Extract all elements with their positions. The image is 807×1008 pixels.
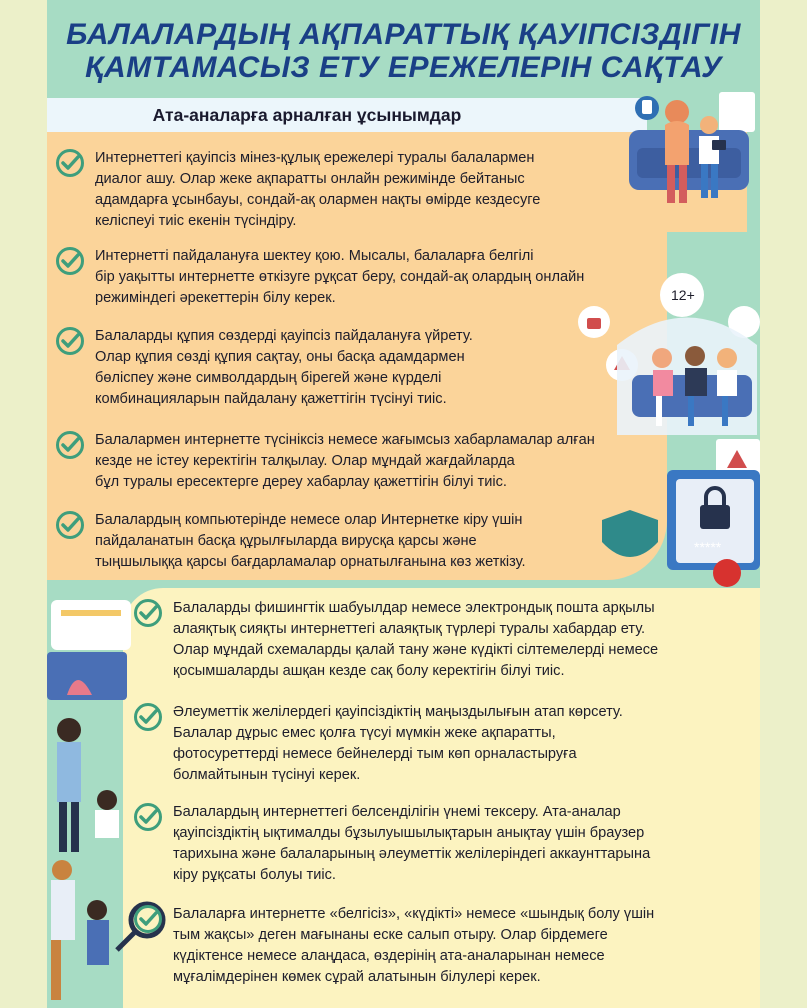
kids-laptops-illustration — [577, 270, 760, 435]
check-circle-icon — [133, 702, 163, 732]
item-line: кіру рұқсаты болуы тиіс. — [173, 867, 336, 883]
item-text — [95, 246, 584, 309]
item-text — [95, 510, 526, 573]
item-line: режиміндегі әрекеттерін білу керек. — [95, 290, 336, 306]
item-text — [95, 148, 540, 232]
item-line: қауіпсіздіктің ықтималды бұзылуышылықтарын анықтау үшін браузер — [173, 825, 645, 841]
item-text — [173, 702, 623, 786]
item-text — [173, 802, 650, 886]
check-circle-icon — [133, 904, 163, 934]
item-line: Олар мұндай схемаларды қалай тану және күдікті сілтемелерді немесе — [173, 642, 659, 658]
item-line: болмайтынын түсінуі керек. — [173, 767, 361, 783]
check-circle-icon — [55, 326, 85, 356]
item-line: келіспеуі тиіс екенін түсіндіру. — [95, 213, 297, 229]
item-line: тарихына және балаларының әлеуметтік желілеріндегі аккаунттарына — [173, 846, 651, 862]
item-line: қосымшаларды ашқан кезде сақ болу керектігін білуі тиіс. — [173, 663, 565, 679]
item-line: фотосуреттерді немесе бейнелерді тым көп орналастыруға — [173, 746, 577, 762]
item-line: Балалар дұрыс емес қолға түсуі мүмкін жеке ақпаратты, — [173, 725, 556, 741]
family-sofa-illustration — [627, 90, 757, 215]
item-text — [173, 598, 658, 682]
item-line: Балаларды фишингтік шабуылдар немесе электрондық пошта арқылы — [173, 600, 655, 616]
item-line: Балалардың интернеттегі белсенділігін үнемі тексеру. Ата-аналар — [173, 804, 621, 820]
item-line: күдіктенсе немесе алаңдаса, өздерінің ата-аналарынан немесе — [173, 948, 605, 964]
item-line: тым жақсы» деген мағынаны еске салып отыру. Олар бірдемеге — [173, 927, 608, 943]
item-line: Олар құпия сөзді құпия сақтау, оны басқа адамдармен — [95, 349, 465, 365]
item-line: Интернетті пайдалануға шектеу қою. Мысалы, балаларға белгілі — [95, 248, 534, 264]
item-line: бұл туралы ересектерге дереу хабарлау қажеттігін білуі тиіс. — [95, 474, 507, 490]
left-side-people-illustration — [47, 590, 167, 1008]
item-line: Балалармен интернетте түсініксіз немесе жағымсыз хабарламалар алған — [95, 432, 595, 448]
check-circle-icon — [55, 510, 85, 540]
check-circle-icon — [133, 802, 163, 832]
item-line: Интернеттегі қауіпсіз мінез-құлық ережелері туралы балалармен — [95, 150, 535, 166]
check-circle-icon — [55, 148, 85, 178]
item-text — [95, 430, 595, 493]
infographic-poster — [47, 0, 760, 1008]
title-line-2: ҚАМТАМАСЫЗ ЕТУ ЕРЕЖЕЛЕРІН САҚТАУ — [85, 51, 722, 84]
subtitle-band — [47, 98, 647, 132]
item-line: алаяқтық сияқты интернеттегі алаяқтық түрлері туралы хабардар ету. — [173, 621, 646, 637]
page-subtitle: Ата-аналарға арналған ұсынымдар — [152, 105, 462, 125]
item-line: Балаларды құпия сөздерді қауіпсіз пайдалануға үйрету. — [95, 328, 473, 344]
item-line: бөліспеу және символдардың бірегей және күрделі — [95, 370, 442, 386]
item-line: адамдарға ұсынбауы, сондай-ақ олармен нақты өмірде кездесуге — [95, 192, 541, 208]
item-line: Балаларға интернетте «белгісіз», «күдікті» немесе «шындық болу үшін — [173, 906, 655, 922]
password-mask: ***** — [694, 539, 722, 555]
item-line: кезде не істеу керектігін талқылау. Олар мұндай жағдайларда — [95, 453, 515, 469]
item-line: тыңшылыққа қарсы бағдарламалар орнатылғанына көз жеткізу. — [95, 554, 526, 570]
item-line: Балалардың компьютерінде немесе олар Интернетке кіру үшін — [95, 512, 523, 528]
item-line: бір уақытты интернетте өткізуге рұқсат беру, сондай-ақ олардың онлайн — [95, 269, 585, 285]
check-circle-icon — [55, 246, 85, 276]
item-line: Әлеуметтік желілердегі қауіпсіздіктің маңыздылығын атап көрсету. — [173, 704, 623, 720]
item-text — [173, 904, 654, 988]
check-circle-icon — [55, 430, 85, 460]
page-title — [47, 18, 760, 84]
check-circle-icon — [133, 598, 163, 628]
item-line: мұғалімдерінен көмек сұрай алатынын білулері керек. — [173, 969, 541, 985]
age-badge: 12+ — [671, 287, 695, 303]
title-line-1: БАЛАЛАРДЫҢ АҚПАРАТТЫҚ ҚАУІПСІЗДІГІН — [66, 18, 741, 51]
laptop-lock-illustration — [602, 425, 760, 590]
item-line: комбинацияларын пайдалану қажеттігін түсінуі тиіс. — [95, 391, 447, 407]
item-line: диалог ашу. Олар жеке ақпаратты онлайн режимінде бейтаныс — [95, 171, 525, 187]
item-text — [95, 326, 473, 410]
item-line: пайдаланатын басқа құрылғыларда вирусқа қарсы және — [95, 533, 477, 549]
